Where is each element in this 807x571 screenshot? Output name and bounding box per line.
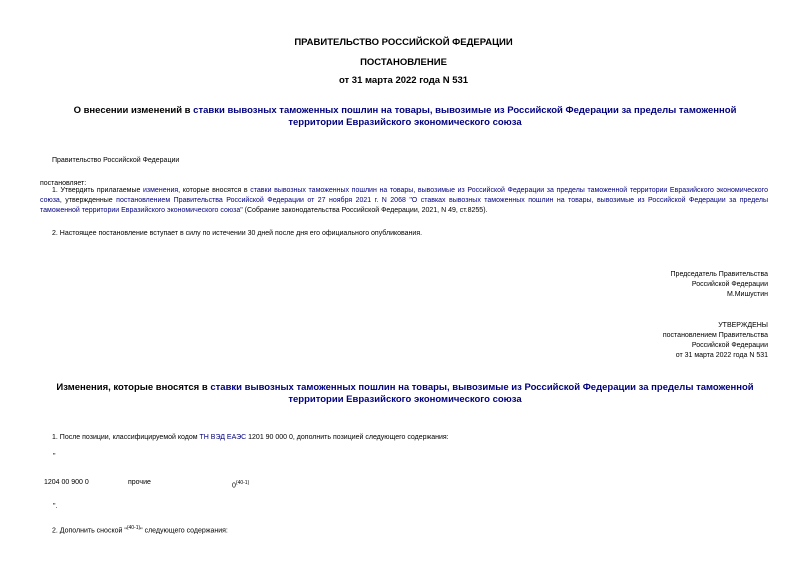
- paragraph-2: 2. Настоящее постановление вступает в силу по истечении 30 дней после дня его официального опубликования.: [52, 230, 423, 237]
- decides-text: постановляет:: [40, 180, 87, 187]
- signature-block: [560, 270, 768, 300]
- rates-link[interactable]: ставки вывозных таможенных пошлин на товары, вывозимые из Российской Федерации за пределы таможенной территории Евразийского экономического союза: [40, 187, 768, 204]
- table-row-code: 1204 00 900 0: [44, 479, 89, 486]
- p1-text-d: (Собрание законодательства Российской Федерации, 2021, N 49, ст.8255).: [242, 207, 488, 214]
- resolution-2068-link[interactable]: постановлением Правительства Российской Федерации от 27 ноября 2021 г. N 2068 "О ставках вывозных таможенных пошлин на товары, вывозимые из Российской Федерации за пределы таможенной территории Евразийского экономического союза": [40, 197, 768, 214]
- approved-heading: УТВЕРЖДЕНЫ: [718, 322, 768, 329]
- document-date-number: от 31 марта 2022 года N 531: [338, 75, 469, 86]
- item1-text-a: 1. После позиции, классифицируемой кодом: [52, 434, 200, 441]
- table-row-rate: [232, 478, 249, 491]
- signature-name: М.Мишустин: [726, 291, 768, 298]
- p1-text-b: , которые вносятся в: [178, 187, 251, 194]
- document-title-prefix: О внесении изменений в: [73, 105, 194, 116]
- export-duties-link[interactable]: ставки вывозных таможенных пошлин на товары, вывозимые из Российской Федерации за пределы таможенной территории Евразийского экономического союза: [193, 105, 737, 128]
- rate-value: 0: [232, 482, 236, 490]
- item2-text-b: " следующего содержания:: [140, 527, 228, 535]
- document-type: ПОСТАНОВЛЕНИЕ: [360, 57, 447, 68]
- quote-close: ".: [53, 503, 58, 510]
- intro-text: Правительство Российской Федерации: [52, 157, 180, 164]
- approved-date: от 31 марта 2022 года N 531: [675, 352, 768, 359]
- government-heading: ПРАВИТЕЛЬСТВО РОССИЙСКОЙ ФЕДЕРАЦИИ: [294, 37, 513, 48]
- changes-rates-link[interactable]: ставки вывозных таможенных пошлин на товары, вывозимые из Российской Федерации за пределы таможенной территории Евразийского экономического союза: [210, 382, 754, 405]
- p1-text-c: , утвержденные: [59, 197, 117, 204]
- tn-ved-link[interactable]: ТН ВЭД ЕАЭС: [199, 434, 247, 441]
- signature-country: Российской Федерации: [691, 281, 768, 288]
- item2-footnote-ref: (40-1): [126, 525, 141, 531]
- changes-title: [50, 382, 760, 406]
- signature-position: Председатель Правительства: [670, 271, 768, 278]
- rate-footnote-ref: (40-1): [235, 480, 250, 486]
- paragraph-1: [40, 186, 768, 216]
- document-title: [55, 105, 755, 129]
- changes-link[interactable]: изменения: [143, 187, 179, 194]
- table-row-name: прочие: [128, 479, 151, 486]
- item1-text-b: 1201 90 000 0, дополнить позицией следующего содержания:: [246, 434, 449, 441]
- approved-block: [560, 321, 768, 361]
- change-item-2: [52, 523, 228, 536]
- p1-text-a: 1. Утвердить прилагаемые: [52, 187, 143, 194]
- changes-title-prefix: Изменения, которые вносятся в: [56, 382, 211, 393]
- quote-open: ": [53, 453, 56, 460]
- change-item-1: [52, 433, 449, 443]
- item2-text-a: 2. Дополнить сноской ": [52, 527, 127, 535]
- approved-by: постановлением Правительства: [662, 332, 768, 339]
- approved-country: Российской Федерации: [691, 342, 768, 349]
